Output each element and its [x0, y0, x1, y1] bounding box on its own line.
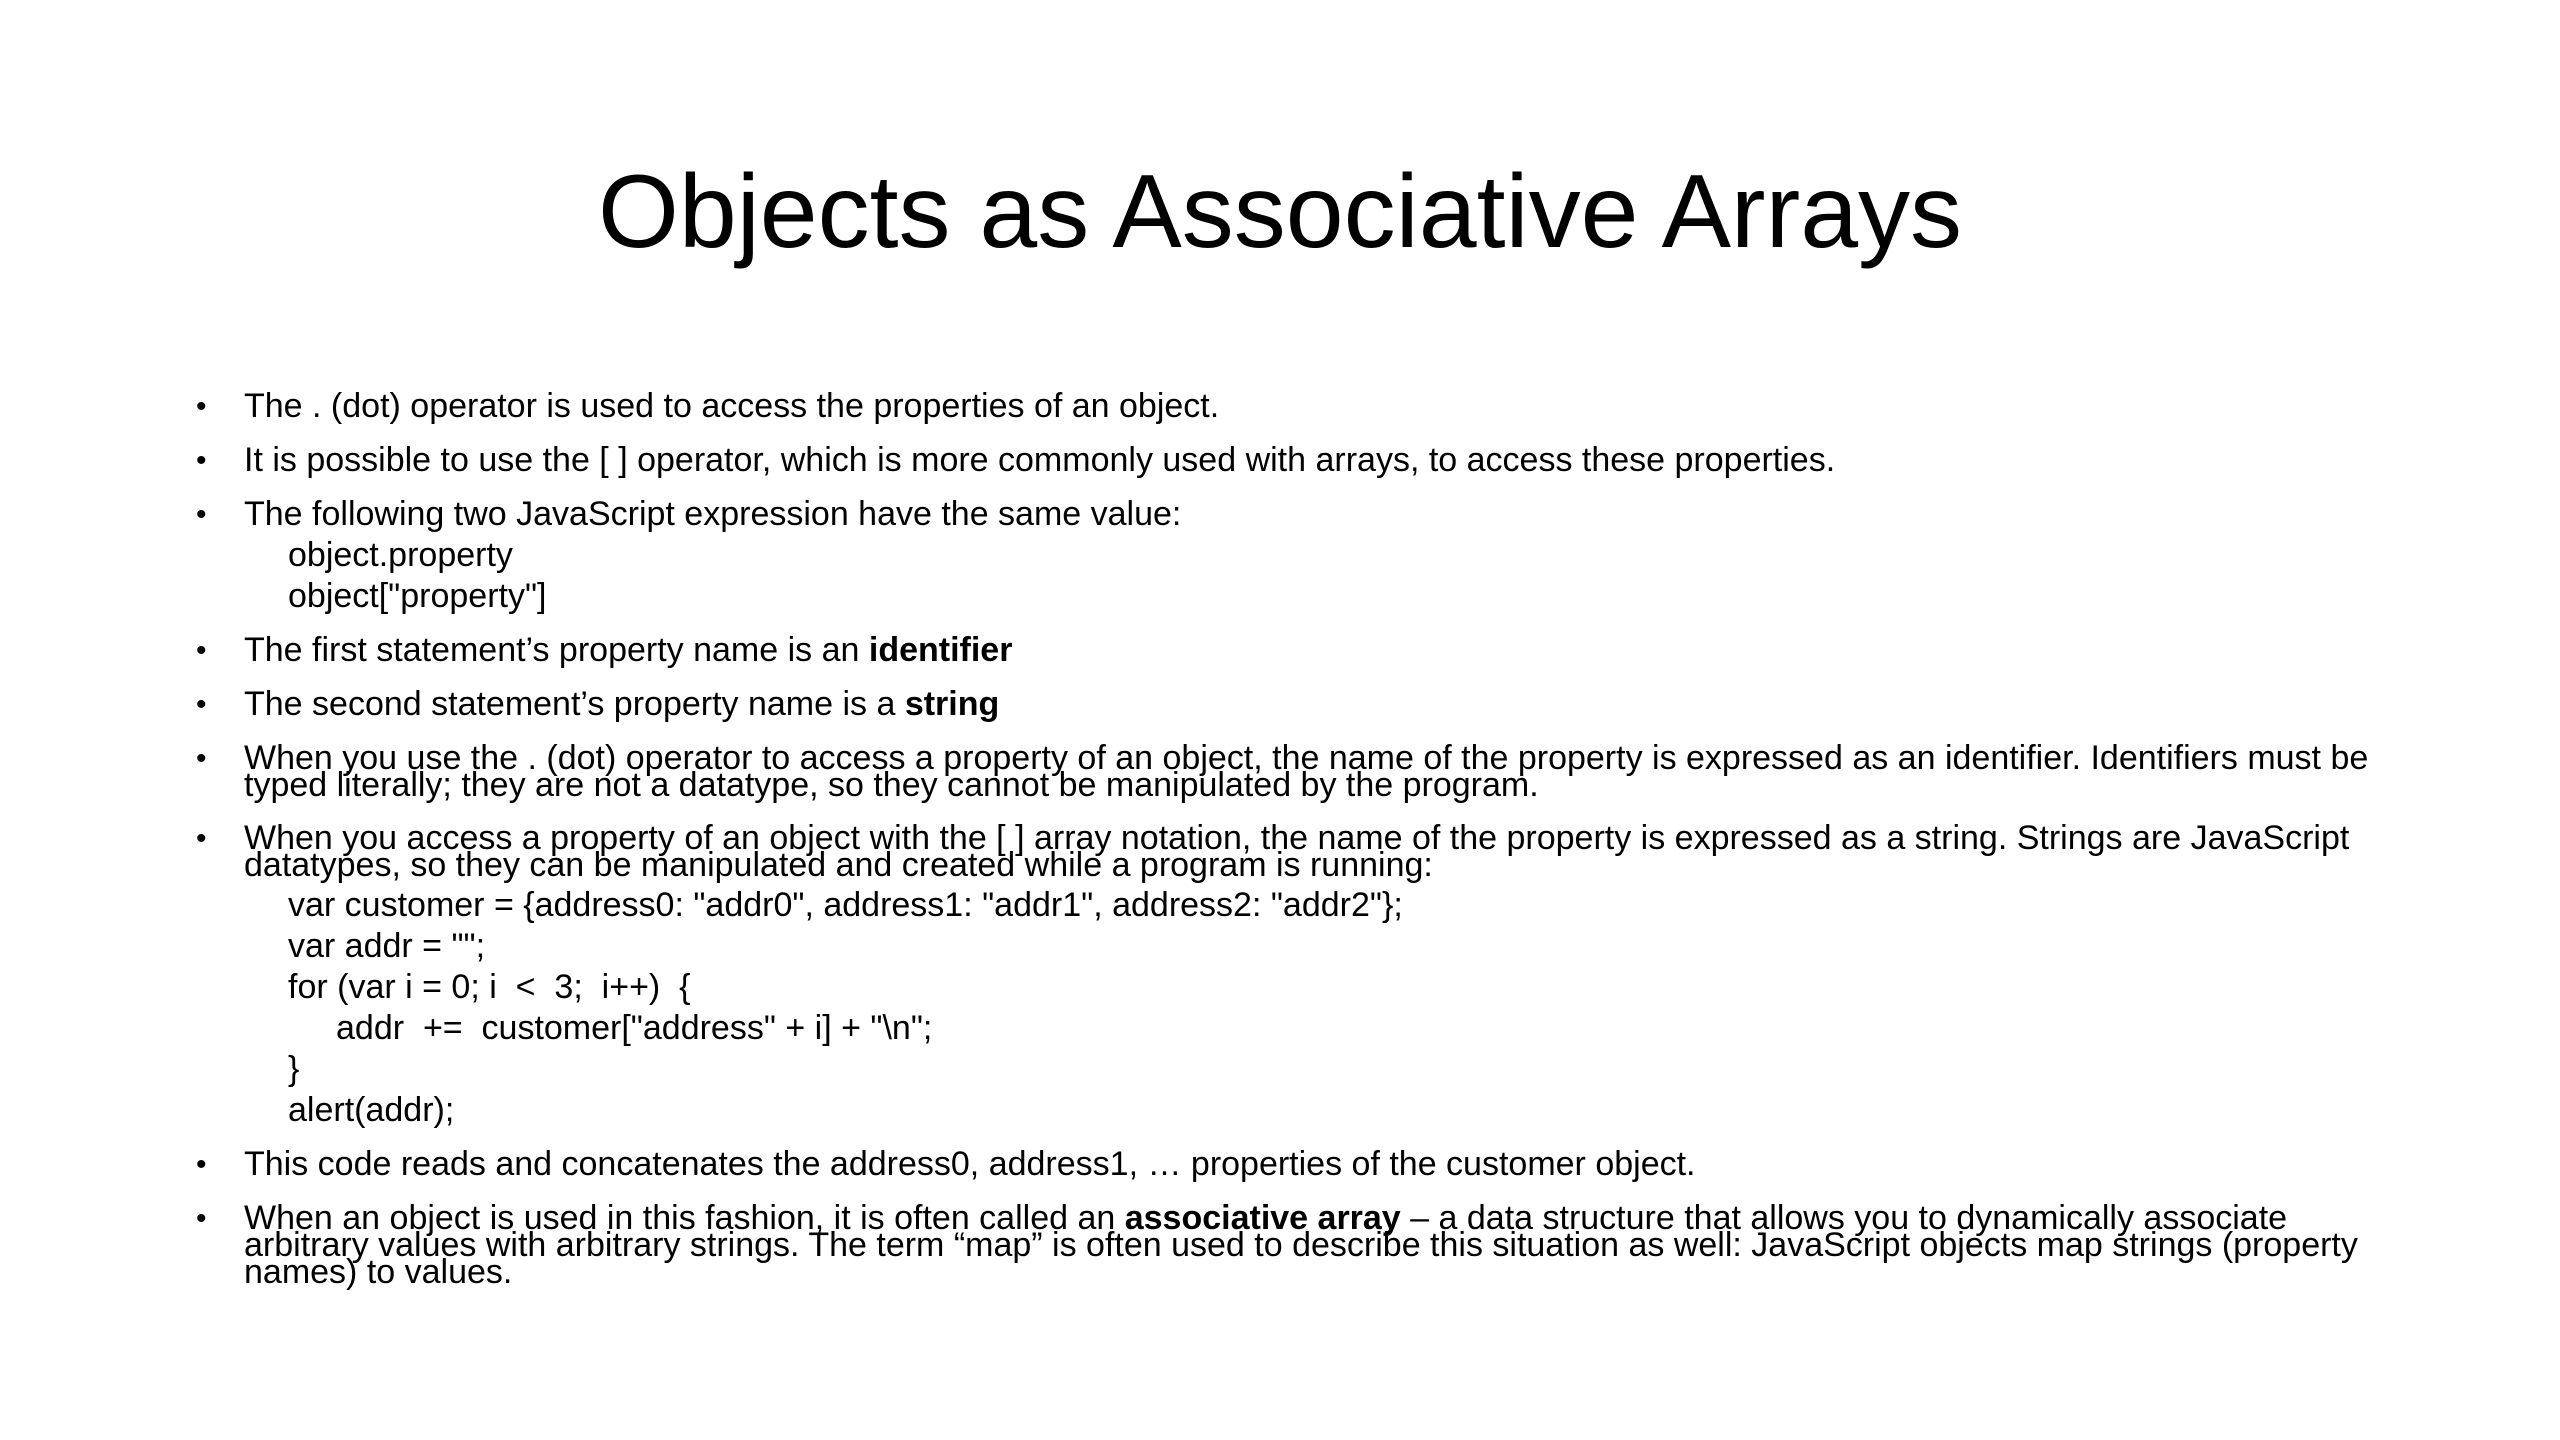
- bullet-text: When you access a property of an object with the [ ] array notation, the name of the property is expressed as a string. Strings are JavaScript datatypes, so they can be manipulated and created while a program is running:: [244, 819, 2350, 884]
- slide-title: Objects as Associative Arrays: [597, 154, 1963, 270]
- bullet-text-plain: The second statement’s property name is a: [244, 685, 905, 723]
- bullet-item: [190, 440, 2410, 481]
- bullet-glyph: •: [196, 1148, 207, 1181]
- bullet-glyph: •: [196, 822, 207, 855]
- bullet-item: [190, 1199, 2410, 1291]
- bullet-item: [190, 494, 2410, 617]
- bullet-item: [190, 630, 2410, 671]
- bullet-text-plain: The first statement’s property name is an: [244, 631, 869, 669]
- bullet-item: [190, 819, 2410, 1131]
- bullet-text-bold: associative array: [1124, 1199, 1401, 1237]
- bullet-glyph: •: [196, 390, 207, 423]
- bullet-text: The . (dot) operator is used to access the properties of an object.: [244, 387, 1220, 425]
- code-line: for (var i = 0; i < 3; i++) {: [288, 968, 691, 1006]
- bullet-text: This code reads and concatenates the address0, address1, … properties of the customer object.: [244, 1145, 1696, 1183]
- code-line: var addr = "";: [288, 927, 486, 965]
- code-line: object.property: [288, 536, 513, 574]
- bullet-text: [244, 630, 2410, 671]
- code-line: alert(addr);: [288, 1091, 455, 1129]
- code-line: var customer = {address0: "addr0", address1: "addr1", address2: "addr2"};: [288, 886, 1403, 924]
- bullet-item: [190, 386, 2410, 427]
- bullet-text: [244, 1199, 2410, 1291]
- bullet-text: It is possible to use the [ ] operator, which is more commonly used with arrays, to access these properties.: [244, 441, 1836, 479]
- bullet-glyph: •: [196, 444, 207, 477]
- bullet-text-plain: When an object is used in this fashion, it is often called an: [244, 1199, 1125, 1237]
- bullet-item: [190, 739, 2410, 804]
- bullet-item: [190, 1144, 2410, 1185]
- bullet-glyph: •: [196, 498, 207, 531]
- code-block: [190, 885, 2410, 1131]
- bullet-text-bold: identifier: [868, 631, 1013, 669]
- bullet-glyph: •: [196, 1202, 207, 1235]
- code-line: object["property"]: [288, 577, 547, 615]
- code-line: }: [288, 1050, 300, 1088]
- bullet-text: [244, 684, 2410, 725]
- bullet-text-plain: – a data structure that allows you to dynamically associate arbitrary values with arbitrary strings. The term “map” is often used to describe this situation as well: JavaScript objects map strings (property names) to values.: [244, 1199, 2358, 1291]
- bullet-item: [190, 684, 2410, 725]
- bullet-glyph: •: [196, 688, 207, 721]
- code-line: addr += customer["address" + i] + "\n";: [336, 1009, 933, 1047]
- slide-body: [190, 386, 2410, 1299]
- bullet-text-bold: string: [904, 685, 1000, 723]
- bullet-glyph: •: [196, 634, 207, 667]
- bullet-text: The following two JavaScript expression have the same value:: [244, 495, 1182, 533]
- bullet-glyph: •: [196, 742, 207, 775]
- bullet-text: When you use the . (dot) operator to access a property of an object, the name of the property is expressed as an identifier. Identifiers must be typed literally; they are not a datatype, so they cannot be manipulated by the program.: [244, 739, 2369, 804]
- code-block: [190, 535, 2410, 617]
